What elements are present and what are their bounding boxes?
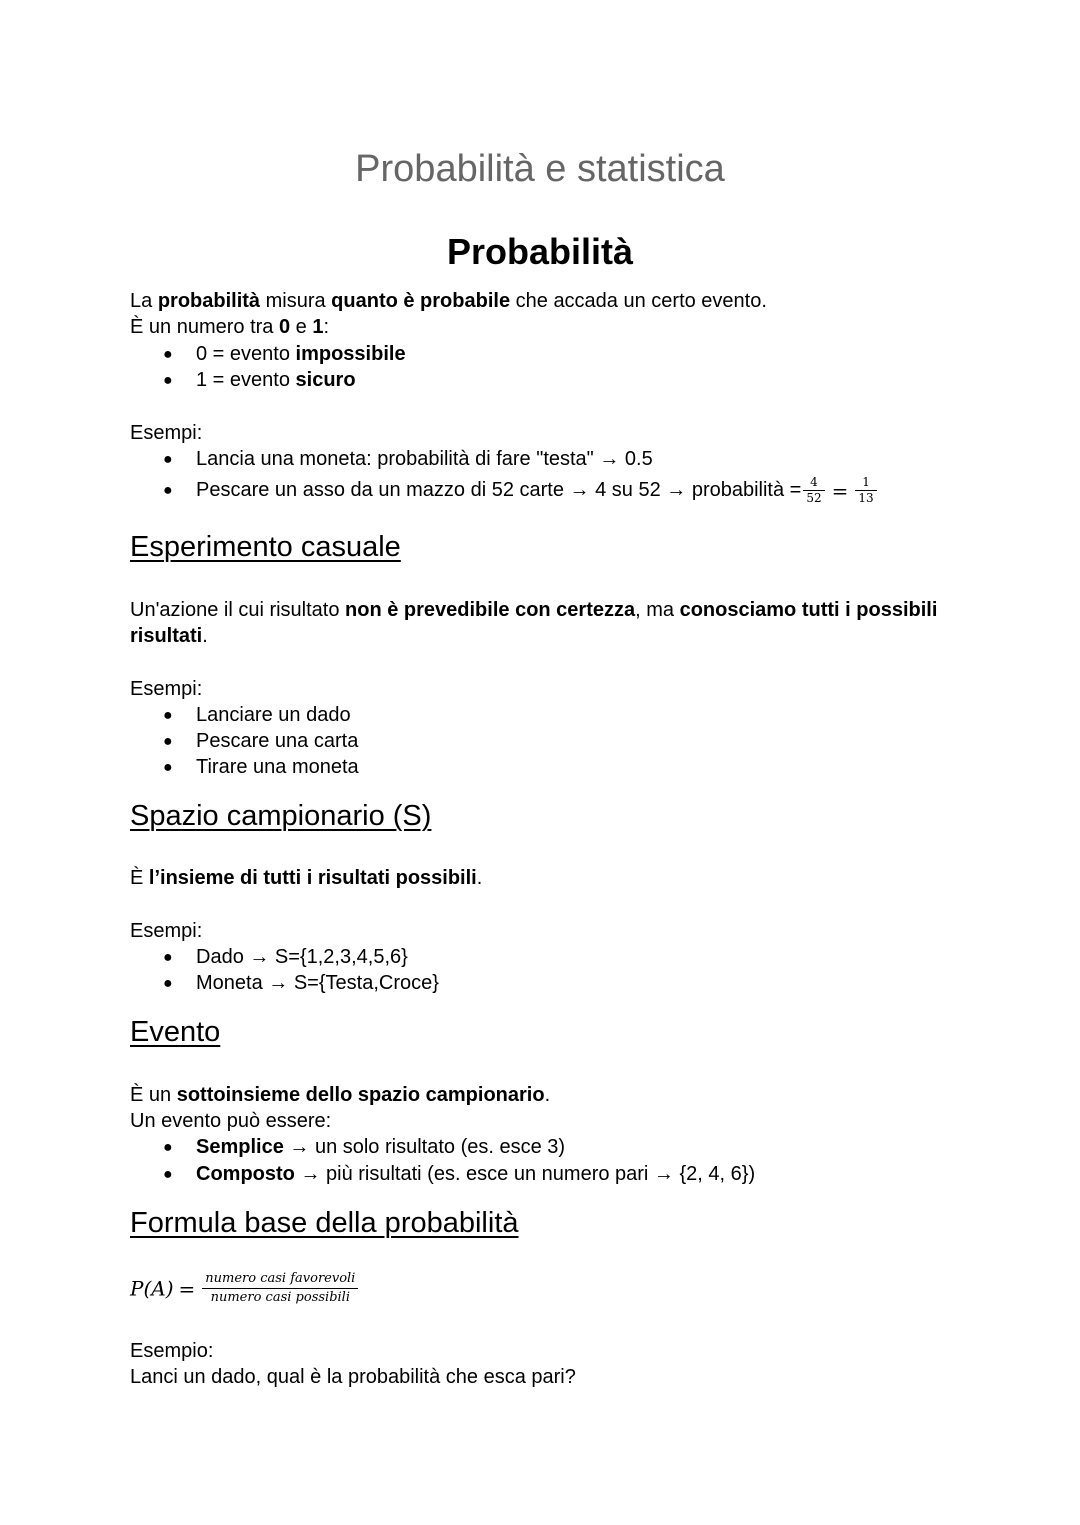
list-item: ● Pescare una carta xyxy=(163,728,358,755)
bullet-icon: ● xyxy=(163,482,173,499)
section1-definition: Un'azione il cui risultato non è prevedibile con certezza, ma conosciamo tutti i possibili xyxy=(130,599,938,621)
heading-probabilita: Probabilità xyxy=(446,231,634,272)
bullet-icon: ● xyxy=(163,707,173,724)
list-item: ● Moneta → S={Testa,Croce} xyxy=(163,970,439,997)
bullet-icon: ● xyxy=(163,949,173,966)
list-item: ● Dado → S={1,2,3,4,5,6} xyxy=(163,944,408,971)
bullet-icon: ● xyxy=(163,346,173,363)
bullet-icon: ● xyxy=(163,1139,173,1156)
bullet-icon: ● xyxy=(163,372,173,389)
intro-range: È un numero tra 0 e 1: xyxy=(130,316,330,338)
list-item: ● Tirare una moneta xyxy=(163,754,359,781)
section3-definition: È un sottoinsieme dello spazio campionario. xyxy=(130,1084,551,1106)
bullet-icon: ● xyxy=(163,733,173,750)
bullet-icon: ● xyxy=(163,1166,173,1183)
bullet-icon: ● xyxy=(163,451,173,468)
document-title: Probabilità e statistica xyxy=(355,148,725,190)
list-item: ● Pescare un asso da un mazzo di 52 carte → 4 su 52 → probabilità = $\frac{4}{52}$ = $\frac{1}{13}$ xyxy=(163,470,879,511)
list-item: ● 0 = evento impossibile xyxy=(163,341,406,368)
probability-formula: P(A) = $\frac{\text{numero casi favorevoli}}{\text{numero casi possibili}}$ xyxy=(130,1270,360,1307)
heading-evento: Evento xyxy=(130,1016,221,1048)
list-item: ● Lanciare un dado xyxy=(163,702,351,729)
fraction-4-52: $\frac{4}{52}$ xyxy=(803,475,824,506)
section3-line2: Un evento può essere: xyxy=(130,1110,332,1132)
heading-formula-base: Formula base della probabilità xyxy=(130,1207,519,1239)
list-item: ● Composto → più risultati (es. esce un numero pari → {2, 4, 6}) xyxy=(163,1161,755,1188)
examples-label: Esempi: xyxy=(130,422,203,444)
fraction-1-13: $\frac{1}{13}$ xyxy=(855,475,876,506)
examples-label: Esempi: xyxy=(130,678,203,700)
section1-definition-cont: risultati. xyxy=(130,625,208,647)
formula-fraction: $\frac{\text{numero casi favorevoli}}{\text{numero casi possibili}}$ xyxy=(202,1270,358,1307)
example-question: Lanci un dado, qual è la probabilità che esca pari? xyxy=(130,1366,576,1388)
list-item: ● Semplice → un solo risultato (es. esce 3) xyxy=(163,1134,565,1161)
heading-spazio-campionario: Spazio campionario (S) xyxy=(130,800,432,832)
list-item: ● 1 = evento sicuro xyxy=(163,367,356,394)
heading-esperimento-casuale: Esperimento casuale xyxy=(130,531,401,563)
bullet-icon: ● xyxy=(163,759,173,776)
intro-definition: La probabilità misura quanto è probabile che accada un certo evento. xyxy=(130,290,767,312)
examples-label: Esempi: xyxy=(130,920,203,942)
list-item: ● Lancia una moneta: probabilità di fare "testa" → 0.5 xyxy=(163,446,653,473)
example-label: Esempio: xyxy=(130,1340,214,1362)
section2-definition: È l’insieme di tutti i risultati possibili. xyxy=(130,867,483,889)
bullet-icon: ● xyxy=(163,975,173,992)
